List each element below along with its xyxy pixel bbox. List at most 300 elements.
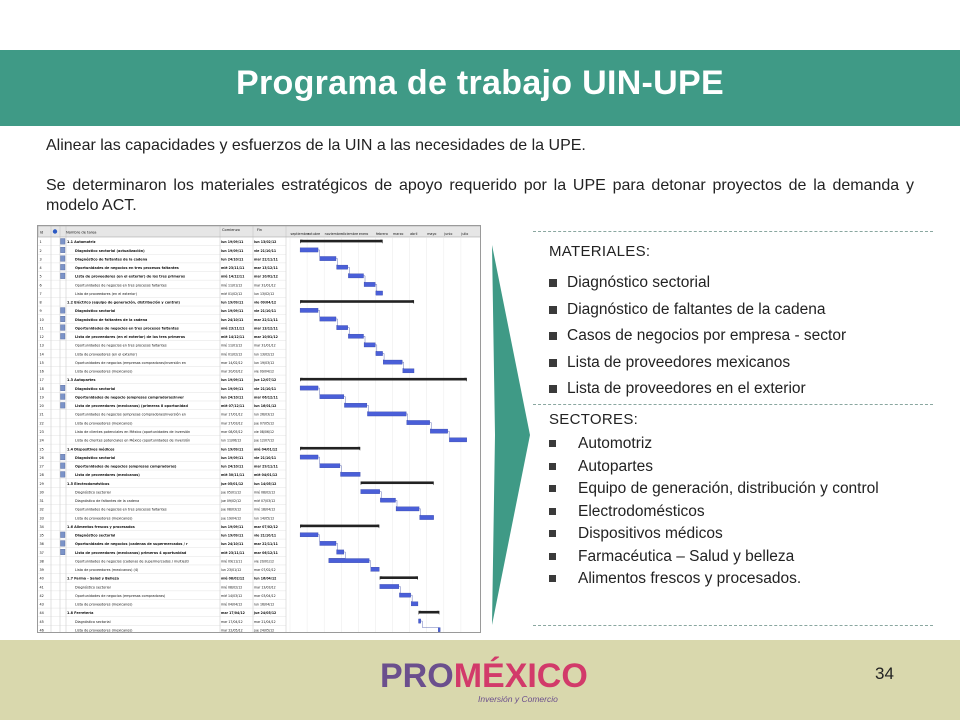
task-notes-icon: [61, 541, 66, 547]
gantt-task-bar: [329, 559, 369, 563]
gantt-task-name: Oportunidades de negocios (empresas compradoras): [75, 464, 177, 469]
gantt-link: [348, 328, 350, 334]
gantt-task-name: 1.6 Alimentos frescos y procesados: [67, 524, 135, 529]
gantt-task-start: jue 05/01/12: [221, 490, 242, 495]
gantt-task-bar: [371, 567, 379, 571]
sectors-item-label: Alimentos frescos y procesados.: [578, 570, 802, 587]
gantt-task-name: 1.8 Ferretería: [67, 611, 94, 616]
gantt-row-id: 15: [39, 360, 44, 365]
gantt-link: [336, 259, 338, 265]
gantt-task-name: Lista de proveedores (mexicanos): [75, 516, 133, 521]
task-notes-icon: [61, 325, 66, 331]
gantt-task-end: mar 21/04/12: [254, 619, 276, 624]
gantt-task-end: lun 14/05/12: [254, 481, 277, 486]
square-bullet-icon: [549, 306, 557, 314]
gantt-link: [396, 500, 398, 506]
page-number: 34: [875, 664, 894, 683]
gantt-link: [383, 354, 385, 360]
gantt-task-end: jue 12/07/12: [254, 378, 277, 383]
task-notes-icon: [61, 247, 66, 253]
gantt-summary-bar: [419, 611, 440, 614]
sectors-item-label: Electrodomésticos: [578, 502, 705, 520]
gantt-task-name: Lista de proveedores (mexicanos): [75, 473, 140, 478]
sectors-item: [549, 546, 929, 569]
gantt-task-name: Oportunidades de negocio (empresas compradoras/inver: [75, 395, 184, 400]
gantt-task-end: vie 20/01/12: [254, 559, 275, 564]
gantt-task-bar: [320, 395, 344, 399]
gantt-task-name: Lista de clientes potenciales en México (oportunidades de inversión: [75, 430, 191, 434]
slide-title: Programa de trabajo UIN-UPE: [236, 64, 724, 102]
sectors-item-label: Farmacéutica – Salud y belleza: [578, 547, 795, 565]
square-bullet-icon: [549, 463, 556, 470]
gantt-task-start: mié 14/12/11: [221, 274, 245, 279]
gantt-row-id: 3: [39, 257, 42, 262]
gantt-task-bar: [407, 420, 430, 424]
gantt-task-start: mié 09/11/11: [221, 559, 243, 564]
gantt-task-name: Diagnóstico sectorial: [75, 490, 111, 495]
square-bullet-icon: [549, 385, 557, 393]
gantt-task-end: mar 10/01/12: [254, 335, 278, 340]
gantt-task-end: vie 09/04/12: [254, 369, 275, 374]
gantt-task-name: Diagnóstico sectorial: [75, 619, 111, 624]
gantt-task-end: mar 22/11/11: [254, 257, 278, 262]
sectors-item: [549, 568, 929, 591]
gantt-row-id: 36: [39, 542, 44, 547]
intro-text: [46, 136, 914, 216]
gantt-link: [399, 587, 401, 593]
gantt-task-start: lun 19/09/11: [221, 248, 244, 253]
gantt-link: [402, 362, 404, 368]
chevron-arrow-icon: [492, 245, 530, 625]
task-notes-icon: [61, 402, 66, 408]
gantt-row-id: 31: [39, 499, 44, 504]
square-bullet-icon: [549, 575, 556, 582]
gantt-link: [369, 561, 371, 567]
gantt-task-bar: [376, 291, 383, 295]
gantt-task-bar: [348, 274, 363, 278]
gantt-task-start: lun 19/09/11: [221, 533, 244, 538]
gantt-task-name: 1.3 Autopartes: [67, 378, 96, 383]
gantt-task-bar: [396, 507, 419, 511]
gantt-task-bar: [300, 308, 318, 312]
gantt-svg: [38, 226, 481, 633]
gantt-task-name: Lista de proveedores (en el exterior): [75, 352, 137, 357]
gantt-task-end: mié 18/04/12: [254, 507, 276, 512]
gantt-task-name: Diagnóstico sectorial: [75, 386, 116, 391]
task-notes-icon: [61, 256, 66, 262]
sectors-item: [549, 501, 929, 524]
materials-item: [549, 376, 846, 403]
gantt-task-start: lun 24/10/11: [221, 257, 244, 262]
gantt-task-start: lun 24/10/11: [221, 395, 244, 400]
gantt-task-start: lun 19/09/11: [221, 386, 244, 391]
intro-line-2: Se determinaron los materiales estratégicos de apoyo requerido por la UPE para detonar proyectos de la demanda y modelo ACT.: [46, 177, 914, 214]
gantt-row-id: 12: [39, 335, 44, 340]
gantt-task-end: mar 07/02/12: [254, 524, 278, 529]
gantt-task-end: mar 22/11/11: [254, 542, 278, 547]
gantt-task-bar: [411, 602, 418, 606]
materials-item-label: Diagnóstico sectorial: [567, 274, 711, 292]
task-notes-icon: [61, 472, 66, 478]
gantt-task-start: mié 30/11/11: [221, 473, 245, 478]
materials-item: [549, 350, 846, 377]
sectors-list: [549, 433, 929, 591]
gantt-task-name: 1.7 Farma - Salud y Belleza: [67, 576, 119, 581]
square-bullet-icon: [549, 530, 556, 537]
gantt-task-end: mar 13/03/12: [254, 585, 276, 590]
gantt-task-start: lun 19/09/11: [221, 300, 244, 305]
gantt-task-end: vie 21/10/11: [254, 533, 277, 538]
gantt-row-id: 19: [39, 395, 44, 400]
gantt-task-start: mié 01/02/12: [221, 291, 243, 296]
gantt-row-id: 44: [39, 611, 44, 616]
gantt-task-end: mar 31/01/12: [254, 343, 276, 348]
gantt-task-bar: [403, 369, 414, 373]
gantt-link: [430, 423, 432, 429]
gantt-task-name: 1.4 Dispositivos médicos: [67, 447, 115, 452]
task-notes-icon: [61, 239, 66, 245]
gantt-task-start: lun 24/10/11: [221, 542, 244, 547]
divider-top: [533, 231, 933, 232]
gantt-row-id: 10: [39, 317, 44, 322]
gantt-task-name: Oportunidades de negocios (empresas compradoras/inversión en: [75, 360, 186, 365]
gantt-task-name: Lista de proveedores (en el exterior): [75, 291, 137, 296]
gantt-task-start: lun 11/06/12: [221, 438, 242, 443]
gantt-task-bar: [300, 533, 318, 537]
gantt-task-start: lun 19/09/11: [221, 240, 244, 245]
gantt-task-start: mié 23/11/11: [221, 550, 245, 555]
gantt-row-id: 18: [39, 386, 44, 391]
gantt-month-label: octubre: [307, 232, 321, 236]
gantt-row-id: 24: [39, 438, 44, 443]
gantt-link: [448, 431, 450, 437]
gantt-row-id: 37: [39, 550, 44, 555]
gantt-row-id: 38: [39, 559, 44, 564]
gantt-task-start: mar 20/03/12: [221, 369, 243, 374]
gantt-task-end: lun 16/04/12: [254, 576, 277, 581]
gantt-row-id: 21: [39, 412, 44, 417]
gantt-row-id: 6: [39, 283, 42, 288]
gantt-task-end: mar 29/11/11: [254, 464, 278, 469]
gantt-chart: [37, 225, 481, 633]
logo-pro: PRO: [380, 657, 454, 695]
gantt-task-end: vie 09/04/12: [254, 300, 277, 305]
gantt-task-name: Oportunidades de negocios (empresas compradoras): [75, 593, 166, 598]
gantt-task-end: mar 13/12/11: [254, 326, 278, 331]
gantt-task-start: mié 07/12/11: [221, 404, 245, 409]
gantt-task-bar: [337, 326, 348, 330]
gantt-link: [318, 457, 320, 463]
gantt-task-end: lun 13/02/12: [254, 291, 275, 296]
gantt-task-end: mar 06/12/11: [254, 395, 278, 400]
gantt-task-bar: [337, 265, 348, 269]
square-bullet-icon: [549, 359, 557, 367]
gantt-row-id: 16: [39, 369, 44, 374]
gantt-row-id: 23: [39, 430, 44, 434]
gantt-task-start: mié 11/01/12: [221, 283, 243, 288]
gantt-month-label: diciembre: [341, 232, 359, 236]
gantt-task-bar: [438, 628, 440, 632]
gantt-task-bar: [300, 248, 318, 252]
task-notes-icon: [61, 333, 66, 339]
gantt-row-id: 46: [39, 628, 44, 633]
gantt-header-id: Id: [40, 230, 44, 235]
gantt-task-name: Oportunidades de negocios (cadenas de supermercados / r: [75, 542, 188, 547]
gantt-task-name: 1.1 Automotriz: [67, 240, 96, 245]
gantt-link: [421, 621, 438, 627]
gantt-task-start: jue 19/04/12: [221, 516, 242, 521]
gantt-task-name: Diagnóstico sectorial: [75, 309, 116, 314]
gantt-task-start: mié 11/01/12: [221, 343, 243, 348]
gantt-row-id: 8: [39, 300, 42, 305]
materials-item-label: Lista de proveedores en el exterior: [567, 380, 806, 398]
sectors-item: [549, 523, 929, 546]
gantt-task-end: mar 03/04/12: [254, 593, 276, 598]
materials-item: [549, 270, 846, 297]
sectors-item: [549, 456, 929, 479]
gantt-task-start: lun 19/09/11: [221, 455, 244, 460]
materials-item: [549, 297, 846, 324]
gantt-task-end: lun 14/05/12: [254, 516, 275, 521]
gantt-task-start: mié 08/02/12: [221, 576, 245, 581]
sectors-item-label: Equipo de generación, distribución y control: [578, 480, 879, 497]
gantt-header-start: Comienzo: [222, 228, 240, 232]
materials-item-label: Lista de proveedores mexicanos: [567, 353, 791, 371]
gantt-row-id: 42: [39, 593, 44, 598]
task-notes-icon: [61, 308, 66, 314]
gantt-link: [367, 405, 369, 411]
task-notes-icon: [61, 394, 66, 400]
gantt-task-bar: [344, 403, 366, 407]
gantt-task-end: mié 04/01/12: [254, 447, 278, 452]
materials-item-label: Diagnóstico de faltantes de la cadena: [567, 300, 826, 318]
gantt-task-start: mié 14/12/11: [221, 335, 245, 340]
materials-item: [549, 323, 846, 350]
gantt-task-end: vie 21/10/11: [254, 309, 277, 314]
sectors-heading: SECTORES:: [549, 411, 639, 428]
gantt-task-name: Lista de proveedores (mexicanos) primeras 4 oportunidad: [75, 550, 187, 555]
square-bullet-icon: [549, 440, 556, 447]
square-bullet-icon: [549, 553, 556, 560]
gantt-task-start: mié 01/02/12: [221, 352, 243, 357]
square-bullet-icon: [549, 508, 556, 515]
gantt-month-label: marzo: [393, 232, 404, 236]
gantt-row-id: 13: [39, 343, 44, 348]
gantt-task-name: Lista de proveedores (mexicanos) (primeras 8 oportunidad: [75, 404, 188, 409]
gantt-summary-bar: [300, 447, 360, 450]
gantt-task-start: lun 19/09/11: [221, 447, 244, 452]
gantt-summary-bar: [300, 300, 414, 303]
gantt-task-bar: [367, 412, 406, 416]
gantt-row-id: 28: [39, 473, 44, 478]
gantt-task-name: Diagnóstico de faltantes de la cadena: [75, 499, 140, 504]
gantt-summary-bar: [380, 576, 418, 579]
gantt-task-bar: [383, 360, 402, 364]
task-notes-icon: [61, 385, 66, 391]
gantt-task-bar: [430, 429, 447, 433]
gantt-task-start: lun 19/09/11: [221, 524, 244, 529]
gantt-task-end: lun 16/04/12: [254, 602, 275, 607]
gantt-task-end: lun 13/02/12: [254, 352, 275, 357]
divider-bottom: [533, 625, 933, 626]
gantt-summary-bar: [300, 525, 379, 528]
gantt-task-start: jue 09/02/12: [221, 499, 242, 504]
gantt-task-name: Lista de proveedores (en el exterior) de los tres primeros: [75, 335, 186, 340]
gantt-task-bar: [380, 584, 399, 588]
gantt-task-bar: [364, 343, 375, 347]
gantt-row-id: 11: [39, 326, 44, 331]
gantt-row-id: 41: [39, 585, 44, 590]
gantt-task-name: Diagnóstico sectorial: [75, 533, 116, 538]
gantt-task-name: Oportunidades de negocios en tres procesos faltantes: [75, 266, 179, 271]
square-bullet-icon: [549, 279, 557, 287]
gantt-task-start: mar 27/03/12: [221, 421, 243, 426]
logo-mexico: MÉXICO: [453, 657, 588, 695]
gantt-task-bar: [348, 334, 363, 338]
gantt-row-id: 5: [39, 274, 42, 279]
gantt-task-bar: [337, 550, 344, 554]
sectors-item: [549, 433, 929, 456]
gantt-row-id: 39: [39, 568, 44, 573]
gantt-task-end: mar 31/01/12: [254, 283, 276, 288]
gantt-row-id: 34: [39, 524, 44, 529]
gantt-task-start: lun 24/10/11: [221, 317, 244, 322]
gantt-summary-bar: [300, 240, 382, 243]
gantt-month-label: noviembre: [324, 232, 343, 236]
materials-item-label: Casos de negocios por empresa - sector: [567, 327, 847, 345]
gantt-task-end: mar 07/02/12: [254, 568, 276, 573]
gantt-task-bar: [449, 438, 466, 442]
gantt-task-end: lun 16/01/12: [254, 404, 277, 409]
gantt-link: [318, 535, 320, 541]
gantt-link: [348, 267, 350, 273]
gantt-header-name: Nombre de tarea: [66, 230, 97, 235]
gantt-task-start: mar 08/05/12: [221, 430, 243, 434]
gantt-row-id: 33: [39, 516, 44, 521]
gantt-task-name: Oportunidades de negocios (empresas compradoras/inversión en: [75, 412, 186, 417]
gantt-row-id: 30: [39, 490, 44, 495]
gantt-link: [411, 595, 413, 601]
gantt-task-start: jue 05/01/12: [221, 481, 244, 486]
square-bullet-icon: [549, 485, 556, 492]
gantt-row-id: 29: [39, 481, 44, 486]
gantt-task-start: mié 14/03/12: [221, 593, 243, 598]
task-notes-icon: [61, 549, 66, 555]
logo-tagline: Inversión y Comercio: [478, 694, 558, 704]
gantt-row-id: 2: [39, 248, 42, 253]
gantt-task-end: vie 08/06/12: [254, 430, 275, 434]
materials-list: [549, 270, 846, 403]
gantt-task-name: Diagnóstico de faltantes de la cadena: [75, 317, 148, 322]
gantt-month-label: enero: [358, 232, 369, 236]
gantt-row-id: 26: [39, 455, 44, 460]
gantt-link: [406, 414, 408, 420]
gantt-task-name: Diagnóstico de faltantes de la cadena: [75, 257, 148, 262]
gantt-task-name: Diagnóstico sectorial (actualización): [75, 248, 145, 253]
gantt-month-label: septiembre: [290, 232, 310, 236]
gantt-task-end: lun 13/02/12: [254, 240, 277, 245]
gantt-task-name: 1.2 Eléctrico (equipo de generación, distribución y control): [67, 300, 180, 305]
promexico-logo: [380, 657, 588, 707]
gantt-row-id: 32: [39, 507, 44, 512]
gantt-task-end: jue 24/05/12: [254, 628, 275, 633]
gantt-task-end: mar 06/12/11: [254, 550, 278, 555]
gantt-link: [419, 509, 421, 515]
gantt-month-label: julio: [461, 232, 469, 236]
divider-middle: [533, 404, 933, 405]
gantt-link: [318, 250, 320, 256]
gantt-row-id: 7: [39, 291, 42, 296]
gantt-link: [380, 492, 382, 498]
gantt-summary-bar: [361, 481, 434, 484]
gantt-task-name: Oportunidades de negocios en tres procesos faltantes: [75, 507, 167, 512]
gantt-row-id: 20: [39, 404, 44, 409]
logo-wordmark: [380, 657, 588, 696]
gantt-task-bar: [376, 351, 383, 355]
gantt-task-start: mié 23/11/11: [221, 266, 245, 271]
gantt-task-end: mié 08/02/12: [254, 490, 276, 495]
gantt-task-start: jue 08/03/12: [221, 507, 242, 512]
task-notes-icon: [61, 463, 66, 469]
gantt-task-end: mar 10/01/12: [254, 274, 278, 279]
gantt-task-name: Oportunidades de negocios (cadenas de supermercados / multiesti: [75, 559, 189, 564]
gantt-row-id: 35: [39, 533, 44, 538]
gantt-task-name: Lista de proveedores (mexicanos): [75, 602, 133, 607]
gantt-row-id: 14: [39, 352, 44, 357]
gantt-task-end: lun 26/03/12: [254, 412, 275, 417]
sectors-item-label: Dispositivos médicos: [578, 525, 723, 542]
gantt-task-end: lun 19/03/12: [254, 360, 275, 365]
gantt-link: [344, 397, 346, 403]
gantt-row-id: 25: [39, 447, 44, 452]
gantt-task-end: mar 22/11/11: [254, 317, 278, 322]
gantt-header-end: Fin: [257, 228, 263, 232]
info-icon: [53, 229, 57, 233]
gantt-task-name: Lista de proveedores (mexicanos): [75, 421, 133, 426]
gantt-link: [336, 543, 338, 549]
gantt-task-bar: [399, 593, 410, 597]
gantt-task-bar: [341, 472, 361, 476]
gantt-task-end: jue 07/05/12: [254, 421, 275, 426]
gantt-row-id: 27: [39, 464, 44, 469]
gantt-summary-bar: [300, 378, 467, 381]
gantt-task-start: lun 24/10/11: [221, 464, 244, 469]
gantt-task-start: mar 17/01/12: [221, 412, 243, 417]
gantt-link: [364, 336, 366, 342]
gantt-row-id: 45: [39, 619, 44, 624]
gantt-task-end: mié 07/03/12: [254, 499, 276, 504]
gantt-link: [318, 388, 320, 394]
gantt-task-start: mié 04/04/12: [221, 602, 243, 607]
gantt-task-name: Lista de clientes potenciales en México (oportunidades de inversión: [75, 438, 191, 443]
gantt-task-end: jue 12/07/12: [254, 438, 275, 443]
gantt-row-id: 17: [39, 378, 44, 383]
gantt-task-name: Diagnóstico sectorial: [75, 455, 116, 460]
gantt-task-end: jue 24/05/12: [254, 611, 277, 616]
task-notes-icon: [61, 264, 66, 270]
gantt-task-start: mar 14/02/12: [221, 360, 243, 365]
sectors-item-label: Automotriz: [578, 435, 653, 452]
gantt-task-bar: [420, 515, 434, 519]
gantt-task-name: Oportunidades de negocios en tres procesos faltantes: [75, 343, 167, 348]
gantt-task-start: mar 17/04/12: [221, 611, 245, 616]
gantt-row-id: 40: [39, 576, 44, 581]
gantt-task-name: Lista de proveedores (mexicanos) (4): [75, 568, 139, 573]
gantt-task-end: mar 13/12/11: [254, 266, 278, 271]
intro-line-1: Alinear las capacidades y esfuerzos de la UIN a las necesidades de la UPE.: [46, 137, 586, 154]
gantt-task-end: vie 21/10/11: [254, 455, 277, 460]
gantt-task-name: Diagnóstico sectorial: [75, 585, 111, 590]
